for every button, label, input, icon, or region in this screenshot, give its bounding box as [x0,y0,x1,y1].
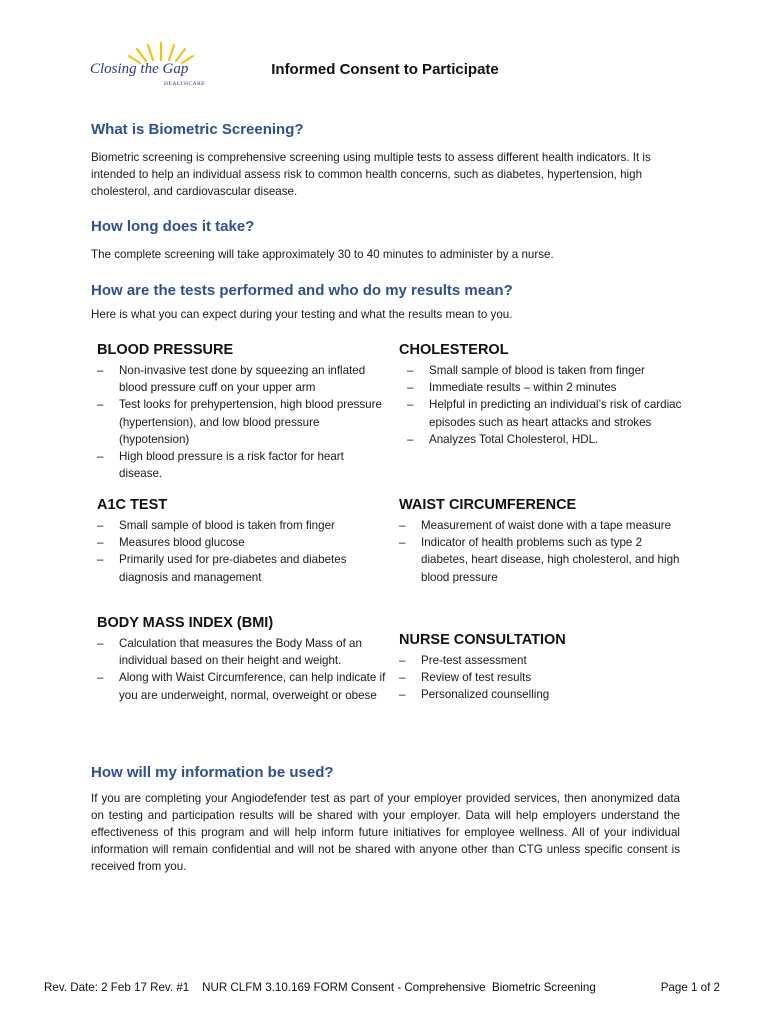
section-body-mass-index [97,615,387,704]
section-a1c-test [97,497,387,586]
section-title: BLOOD PRESSURE [97,342,234,358]
list-item: – Immediate results – within 2 minutes [407,379,682,396]
list-item: – Measurement of waist done with a tape measure [399,517,682,534]
section-cholesterol [399,342,682,448]
logo-name: Closing the Gap [90,61,189,77]
section-waist-circumference [399,497,682,586]
list-item: – Personalized counselling [399,686,682,703]
bullet-list [399,517,682,586]
list-item: – Small sample of blood is taken from finger [407,362,682,379]
bullet-list [97,517,387,586]
section-title: CHOLESTEROL [399,342,509,358]
list-item: – High blood pressure is a risk factor for heart disease. [97,448,387,482]
list-item: – Review of test results [399,669,682,686]
list-item: – Calculation that measures the Body Mass of an individual based on their height and weight. [97,635,387,669]
bullet-list [407,362,682,448]
heading-what-is: What is Biometric Screening? [91,121,304,138]
bullet-list [399,652,682,704]
section-title: WAIST CIRCUMFERENCE [399,497,577,513]
footer-revision: Rev. Date: 2 Feb 17 Rev. #1 NUR CLFM 3.10.169 FORM Consent - Comprehensive Biometric Screening [44,981,596,994]
logo-subtitle: HEALTHCARE [164,81,206,87]
list-item: – Primarily used for pre-diabetes and diabetes diagnosis and management [97,551,387,585]
list-item: – Pre-test assessment [399,652,682,669]
list-item: – Test looks for prehypertension, high blood pressure (hypertension), and low blood pressure (hypotension) [97,396,387,448]
list-item: – Small sample of blood is taken from finger [97,517,387,534]
document-title: Informed Consent to Participate [271,61,499,78]
heading-how-performed: How are the tests performed and who do my results mean? [91,282,513,299]
bullet-list [97,362,387,482]
section-title: A1C TEST [97,497,168,513]
bullet-list [97,635,387,704]
heading-how-long: How long does it take? [91,218,255,235]
page-footer [44,981,720,994]
paragraph-how-performed: Here is what you can expect during your testing and what the results mean to you. [91,308,513,321]
section-title: NURSE CONSULTATION [399,632,566,648]
section-blood-pressure [97,342,387,482]
heading-information-use: How will my information be used? [91,764,334,781]
list-item: – Helpful in predicting an individual’s risk of cardiac episodes such as heart attacks and strokes [407,396,682,430]
list-item: – Measures blood glucose [97,534,387,551]
section-nurse-consultation [399,632,682,704]
list-item: – Non-invasive test done by squeezing an inflated blood pressure cuff on your upper arm [97,362,387,396]
paragraph-how-long: The complete screening will take approximately 30 to 40 minutes to administer by a nurse. [91,248,554,261]
footer-page-number: Page 1 of 2 [660,981,720,994]
list-item: – Analyzes Total Cholesterol, HDL. [407,431,682,448]
list-item: – Along with Waist Circumference, can help indicate if you are underweight, normal, overweight or obese [97,669,387,703]
paragraph-what-is: Biometric screening is comprehensive screening using multiple tests to assess different health indicators. It is intended to help an individual assess risk to common health concerns, such as diabetes, hypertension, high cholesterol, and cardiovascular disease. [91,151,651,198]
paragraph-information-use: If you are completing your Angiodefender test as part of your employer provided services, then anonymized data on testing and participation results will be shared with your employer. Data will help employers understand the effectiveness of this program and will help inform future initiatives for employee wellness. All of your individual information will remain confidential and will not be shared with anyone other than CTG unless specific consent is received from you. [91,792,680,873]
section-title: BODY MASS INDEX (BMI) [97,615,274,631]
list-item: – Indicator of health problems such as type 2 diabetes, heart disease, high cholesterol, and high blood pressure [399,534,682,586]
